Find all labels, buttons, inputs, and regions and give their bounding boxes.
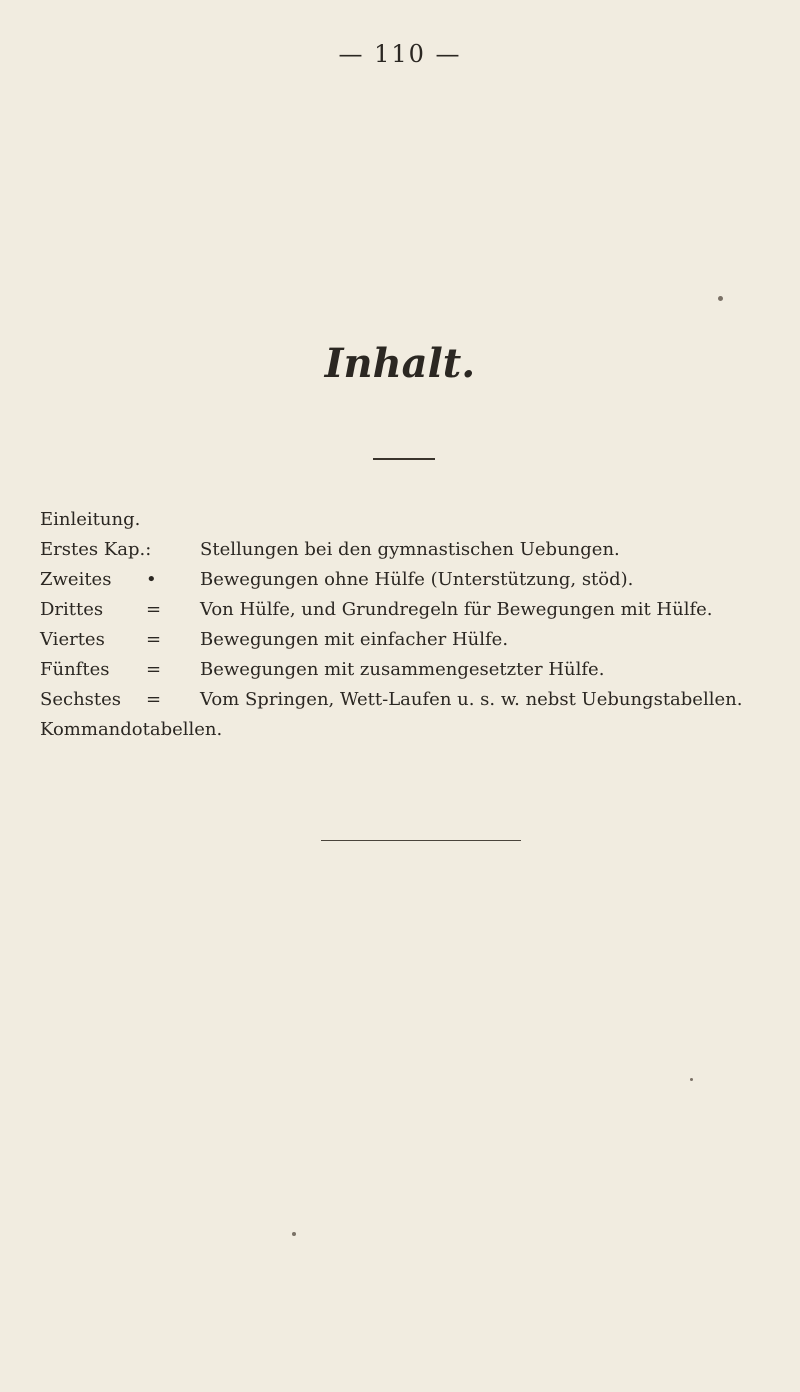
table-of-contents	[40, 505, 790, 745]
toc-entry-chapter-2	[40, 565, 790, 595]
ditto-mark: =	[146, 689, 162, 710]
paper-speck	[292, 1232, 296, 1236]
toc-description: Bewegungen mit zusammengesetzter Hülfe.	[200, 659, 605, 680]
toc-entry-chapter-1	[40, 535, 790, 565]
page-title: Inhalt.	[324, 340, 476, 387]
title-divider	[373, 458, 435, 460]
toc-entry-chapter-4	[40, 625, 790, 655]
toc-label: Viertes	[40, 629, 105, 650]
toc-entry-command-tables	[40, 715, 790, 745]
toc-label: Sechstes	[40, 689, 122, 710]
toc-description: Bewegungen mit einfacher Hülfe.	[200, 629, 509, 650]
toc-label: Kommandotabellen.	[40, 719, 223, 740]
toc-entry-chapter-6	[40, 685, 790, 715]
ditto-mark: =	[146, 659, 162, 680]
toc-entry-chapter-3	[40, 595, 790, 625]
toc-entry-chapter-5	[40, 655, 790, 685]
toc-description: Bewegungen ohne Hülfe (Unterstützung, stöd).	[200, 569, 634, 590]
closing-divider	[321, 840, 521, 841]
toc-description: Vom Springen, Wett-Laufen u. s. w. nebst Uebungstabellen.	[200, 689, 743, 710]
toc-label: Fünftes	[40, 659, 110, 680]
paper-speck	[718, 296, 723, 301]
toc-label: Zweites	[40, 569, 112, 590]
toc-label: Erstes Kap.:	[40, 539, 152, 560]
ditto-mark: •	[146, 569, 157, 590]
toc-entry-introduction	[40, 505, 790, 535]
toc-label: Einleitung.	[40, 509, 141, 530]
ditto-mark: =	[146, 629, 162, 650]
paper-speck	[690, 1078, 693, 1081]
toc-description: Von Hülfe, und Grundregeln für Bewegungen mit Hülfe.	[200, 599, 713, 620]
toc-description: Stellungen bei den gymnastischen Uebungen.	[200, 539, 620, 560]
toc-label: Drittes	[40, 599, 104, 620]
page-number: — 110 —	[338, 40, 462, 68]
ditto-mark: =	[146, 599, 162, 620]
